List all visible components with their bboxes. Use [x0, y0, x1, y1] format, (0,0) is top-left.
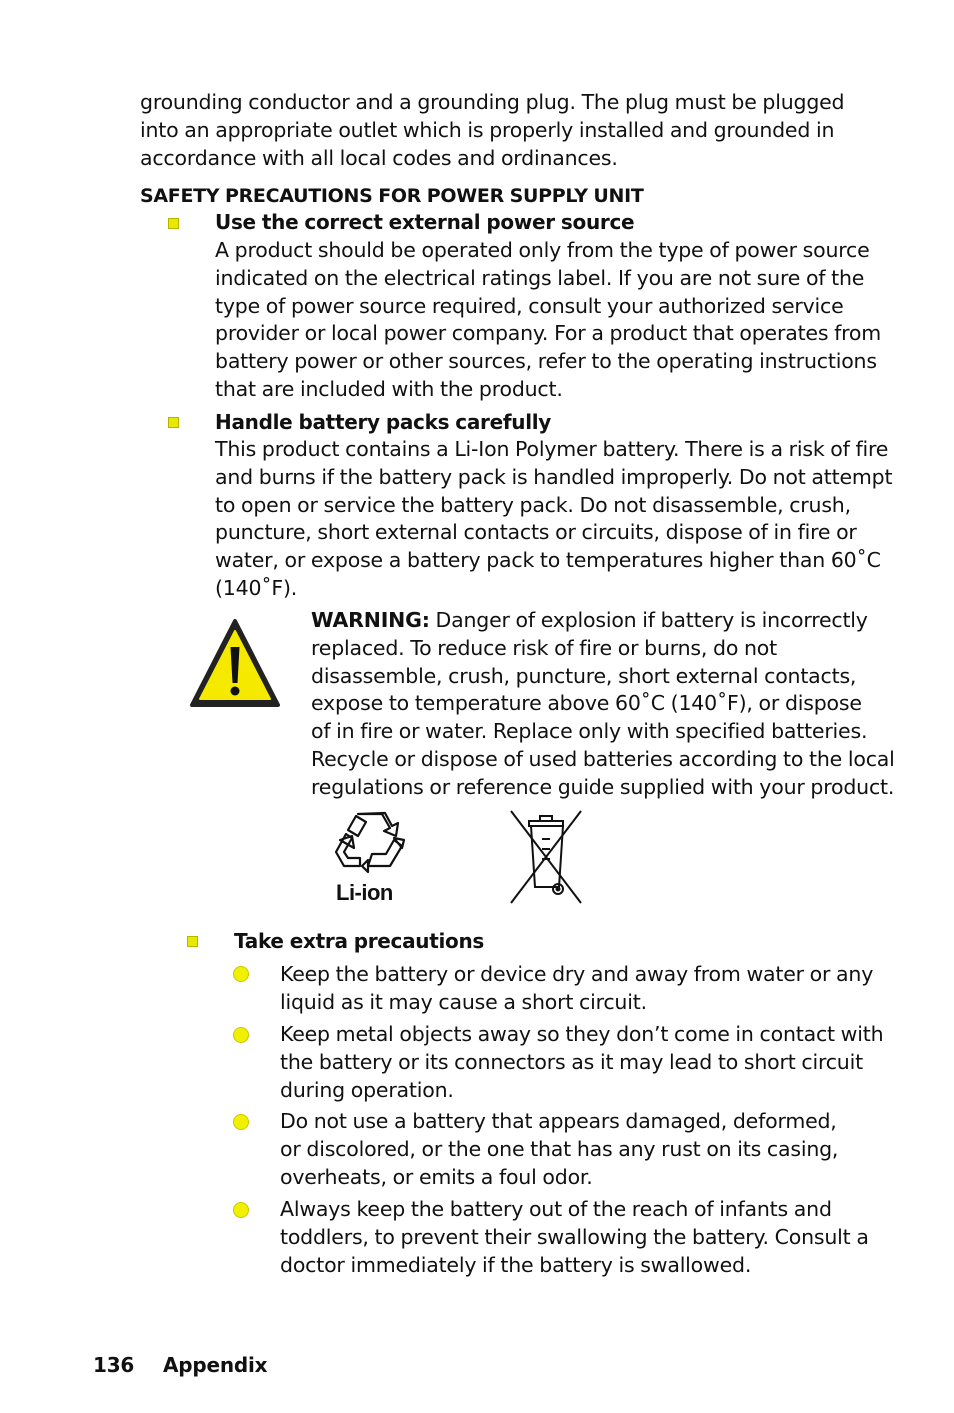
square-bullet-icon: [168, 218, 179, 229]
warning-line: regulations or reference guide supplied with your product.: [311, 774, 895, 799]
precaution-line: doctor immediately if the battery is swallowed.: [280, 1252, 752, 1277]
body-line: battery power or other sources, refer to the operating instructions: [215, 349, 877, 374]
warning-first-line: [311, 607, 895, 635]
item-body-power-source: [215, 237, 881, 404]
warning-label: WARNING:: [311, 608, 430, 632]
warning-line: disassemble, crush, puncture, short external contacts,: [311, 663, 857, 688]
round-bullet-icon: [233, 1027, 249, 1043]
body-line: provider or local power company. For a product that operates from: [215, 321, 882, 346]
square-bullet-icon: [187, 936, 198, 947]
body-line: and burns if the battery pack is handled improperly. Do not attempt: [215, 464, 893, 489]
precaution-item: [280, 1021, 883, 1104]
body-line: A product should be operated only from the type of power source: [215, 238, 870, 262]
precaution-line: during operation.: [280, 1077, 454, 1102]
precaution-line: or discolored, or the one that has any rust on its casing,: [280, 1136, 839, 1161]
precaution-item: [280, 961, 873, 1017]
body-line: water, or expose a battery pack to temperatures higher than 60˚C: [215, 548, 881, 573]
body-line: to open or service the battery pack. Do not disassemble, crush,: [215, 492, 851, 517]
precaution-item: [280, 1108, 838, 1191]
footer-section-title: Appendix: [163, 1353, 268, 1377]
intro-line: grounding conductor and a grounding plug. The plug must be plugged: [140, 90, 845, 114]
precaution-line: toddlers, to prevent their swallowing the battery. Consult a: [280, 1224, 869, 1249]
intro-paragraph: [140, 89, 844, 172]
square-bullet-icon: [168, 417, 179, 428]
warning-line: Danger of explosion if battery is incorrectly: [429, 608, 868, 632]
warning-line: replaced. To reduce risk of fire or burns, do not: [311, 635, 777, 660]
recycle-logo: [330, 810, 410, 910]
round-bullet-icon: [233, 1114, 249, 1130]
item-title-battery-packs: Handle battery packs carefully: [215, 410, 552, 434]
page-number: 136: [93, 1353, 135, 1377]
precaution-line: overheats, or emits a foul odor.: [280, 1164, 593, 1189]
precaution-line: Keep the battery or device dry and away from water or any: [280, 962, 874, 986]
warning-line: Recycle or dispose of used batteries according to the local: [311, 746, 895, 771]
precaution-line: Keep metal objects away so they don’t come in contact with: [280, 1022, 884, 1046]
precaution-line: liquid as it may cause a short circuit.: [280, 989, 647, 1014]
warning-line: expose to temperature above 60˚C (140˚F), or dispose: [311, 691, 862, 716]
intro-line: accordance with all local codes and ordinances.: [140, 145, 618, 170]
warning-line: of in fire or water. Replace only with specified batteries.: [311, 719, 868, 744]
item-title-extra-precautions: Take extra precautions: [234, 929, 485, 953]
li-ion-label: Li-ion: [336, 880, 393, 905]
item-body-battery-packs: [215, 436, 892, 603]
round-bullet-icon: [233, 966, 249, 982]
item-title-power-source: Use the correct external power source: [215, 210, 635, 234]
warning-text: [311, 607, 895, 802]
section-heading: SAFETY PRECAUTIONS FOR POWER SUPPLY UNIT: [140, 185, 644, 207]
body-line: This product contains a Li-Ion Polymer battery. There is a risk of fire: [215, 437, 889, 461]
body-line: that are included with the product.: [215, 376, 563, 401]
round-bullet-icon: [233, 1202, 249, 1218]
precaution-line: Always keep the battery out of the reach of infants and: [280, 1197, 832, 1221]
body-line: type of power source required, consult your authorized service: [215, 293, 844, 318]
precaution-line: the battery or its connectors as it may lead to short circuit: [280, 1049, 863, 1074]
body-line: indicated on the electrical ratings label. If you are not sure of the: [215, 265, 865, 290]
warning-triangle-icon: [188, 617, 282, 711]
body-line: puncture, short external contacts or circuits, dispose of in fire or: [215, 520, 857, 545]
crossed-bin-icon: [508, 809, 584, 905]
body-line: (140˚F).: [215, 575, 298, 600]
intro-line: into an appropriate outlet which is properly installed and grounded in: [140, 117, 835, 142]
recycle-icon: [332, 810, 408, 882]
precaution-line: Do not use a battery that appears damaged, deformed,: [280, 1109, 837, 1133]
precaution-item: [280, 1196, 869, 1279]
